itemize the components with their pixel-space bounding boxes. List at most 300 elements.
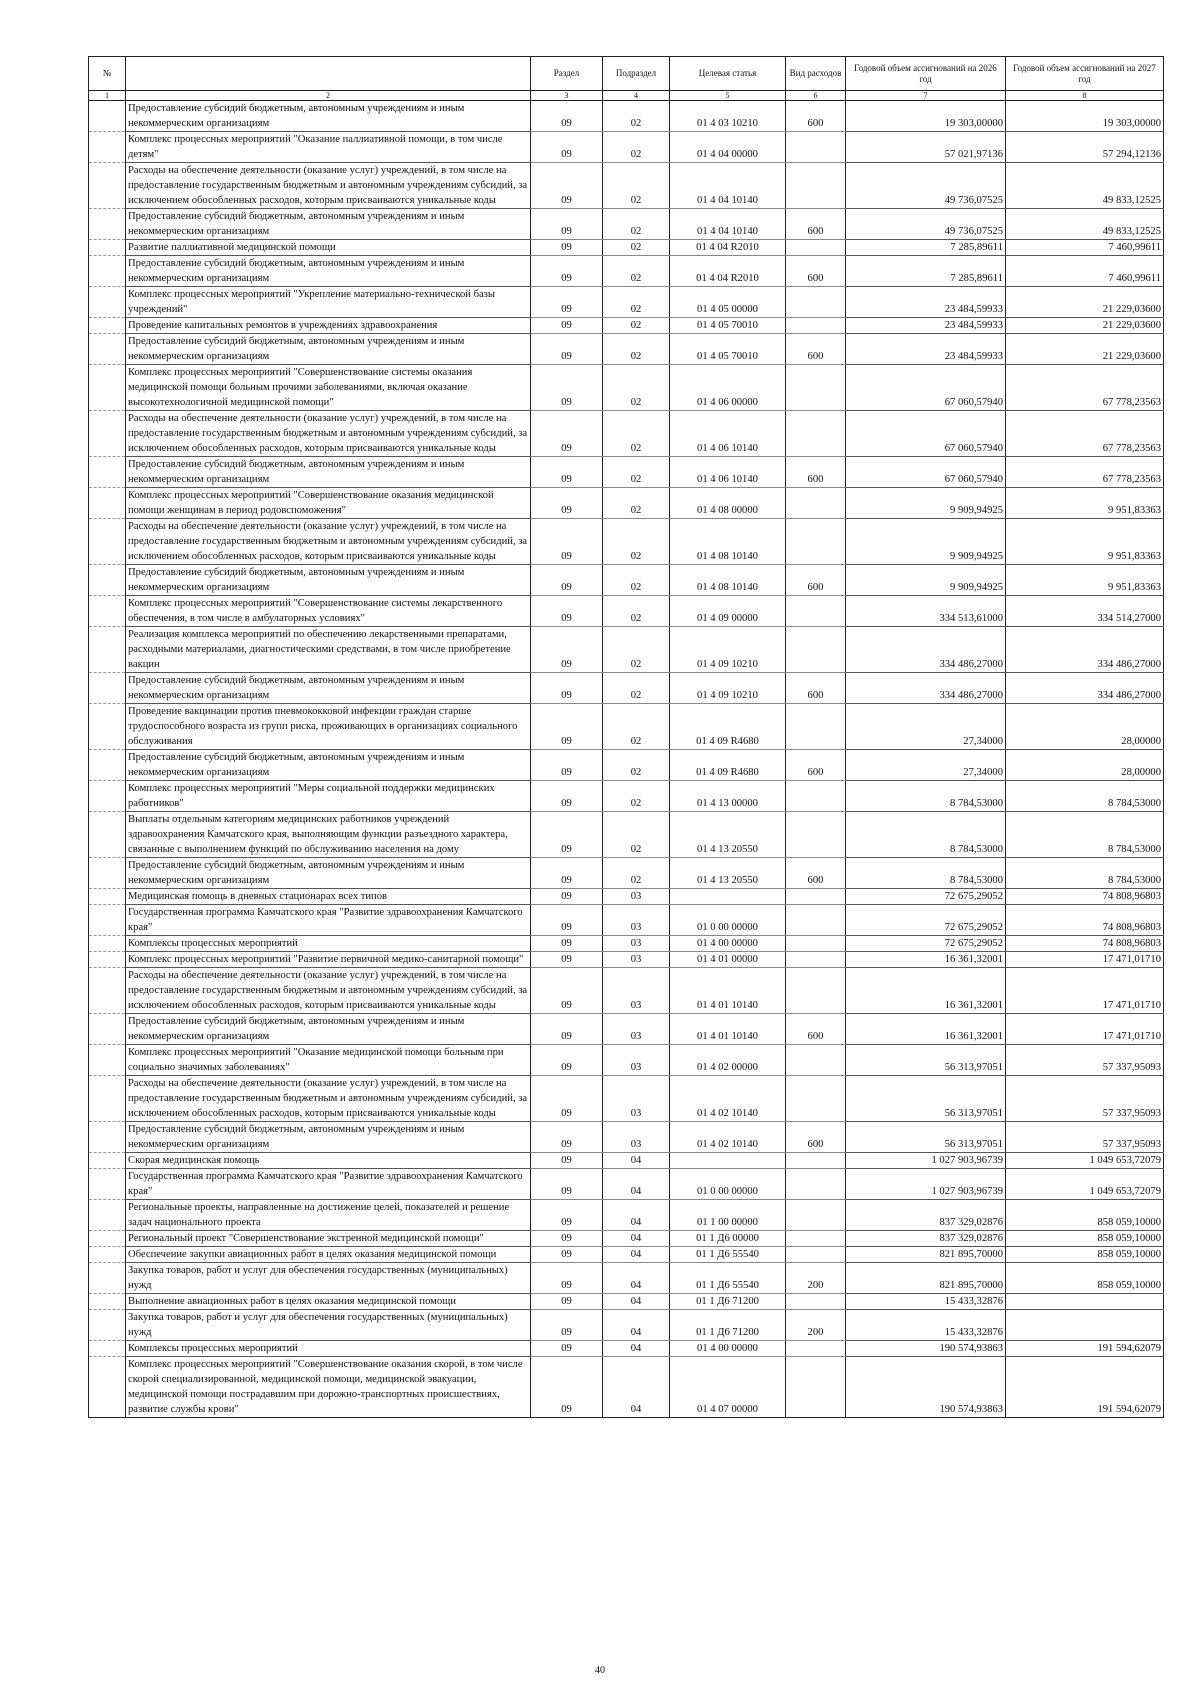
row-name: Комплекс процессных мероприятий "Совершенствование системы оказания медицинской помощи больным прочими заболеваниями, включая оказание высокотехнологичной медицинской помощи" — [126, 365, 531, 411]
row-amount-2027: 7 460,99611 — [1006, 240, 1164, 256]
row-amount-2026: 1 027 903,96739 — [846, 1153, 1006, 1169]
row-number-cell — [89, 334, 126, 365]
row-amount-2026: 15 433,32876 — [846, 1310, 1006, 1341]
row-amount-2026: 821 895,70000 — [846, 1263, 1006, 1294]
row-podrazdel: 02 — [603, 673, 670, 704]
row-amount-2026: 334 486,27000 — [846, 627, 1006, 673]
row-name: Проведение капитальных ремонтов в учреждениях здравоохранения — [126, 318, 531, 334]
table-row — [89, 750, 1164, 781]
row-amount-2027: 49 833,12525 — [1006, 209, 1164, 240]
row-expense-type — [786, 365, 846, 411]
row-expense-type: 600 — [786, 334, 846, 365]
row-razdel: 09 — [531, 627, 603, 673]
table-row — [89, 240, 1164, 256]
row-podrazdel: 04 — [603, 1294, 670, 1310]
row-name: Обеспечение закупки авиационных работ в целях оказания медицинской помощи — [126, 1247, 531, 1263]
table-row — [89, 1357, 1164, 1418]
row-number-cell — [89, 889, 126, 905]
row-number-cell — [89, 209, 126, 240]
row-podrazdel: 04 — [603, 1341, 670, 1357]
row-number-cell — [89, 1045, 126, 1076]
row-expense-type — [786, 1231, 846, 1247]
row-podrazdel: 03 — [603, 1045, 670, 1076]
row-expense-type: 600 — [786, 673, 846, 704]
row-razdel: 09 — [531, 704, 603, 750]
row-amount-2027: 334 486,27000 — [1006, 627, 1164, 673]
row-target-article: 01 4 09 R4680 — [670, 750, 786, 781]
row-amount-2027: 858 059,10000 — [1006, 1231, 1164, 1247]
row-target-article: 01 4 07 00000 — [670, 1357, 786, 1418]
row-amount-2026: 1 027 903,96739 — [846, 1169, 1006, 1200]
row-amount-2027: 67 778,23563 — [1006, 457, 1164, 488]
row-razdel: 09 — [531, 673, 603, 704]
row-amount-2026: 67 060,57940 — [846, 457, 1006, 488]
row-amount-2026: 57 021,97136 — [846, 132, 1006, 163]
table-row — [89, 1014, 1164, 1045]
row-podrazdel: 03 — [603, 968, 670, 1014]
row-expense-type — [786, 1341, 846, 1357]
row-number-cell — [89, 1014, 126, 1045]
row-podrazdel: 02 — [603, 565, 670, 596]
row-name: Региональный проект "Совершенствование экстренной медицинской помощи" — [126, 1231, 531, 1247]
row-razdel: 09 — [531, 750, 603, 781]
row-number-cell — [89, 936, 126, 952]
row-expense-type — [786, 627, 846, 673]
row-target-article: 01 4 00 00000 — [670, 1341, 786, 1357]
row-target-article: 01 4 03 10210 — [670, 101, 786, 132]
row-target-article: 01 4 01 00000 — [670, 952, 786, 968]
table-row — [89, 365, 1164, 411]
row-name: Предоставление субсидий бюджетным, автономным учреждениям и иным некоммерческим организациям — [126, 1122, 531, 1153]
table-row — [89, 627, 1164, 673]
row-razdel: 09 — [531, 1231, 603, 1247]
row-number-cell — [89, 750, 126, 781]
row-target-article: 01 4 08 10140 — [670, 565, 786, 596]
row-target-article: 01 4 06 00000 — [670, 365, 786, 411]
row-podrazdel: 02 — [603, 163, 670, 209]
row-amount-2027: 334 514,27000 — [1006, 596, 1164, 627]
row-amount-2026: 16 361,32001 — [846, 952, 1006, 968]
row-amount-2027: 21 229,03600 — [1006, 287, 1164, 318]
row-expense-type — [786, 889, 846, 905]
row-number-cell — [89, 565, 126, 596]
row-name: Выполнение авиационных работ в целях оказания медицинской помощи — [126, 1294, 531, 1310]
row-number-cell — [89, 1200, 126, 1231]
row-amount-2027: 28,00000 — [1006, 704, 1164, 750]
row-target-article — [670, 1153, 786, 1169]
row-amount-2026: 8 784,53000 — [846, 781, 1006, 812]
row-number-cell — [89, 952, 126, 968]
row-expense-type — [786, 163, 846, 209]
row-podrazdel: 03 — [603, 1014, 670, 1045]
row-number-cell — [89, 596, 126, 627]
row-amount-2026: 9 909,94925 — [846, 488, 1006, 519]
row-amount-2026: 27,34000 — [846, 750, 1006, 781]
row-expense-type — [786, 318, 846, 334]
row-expense-type: 600 — [786, 565, 846, 596]
row-name: Предоставление субсидий бюджетным, автономным учреждениям и иным некоммерческим организациям — [126, 101, 531, 132]
column-number: 4 — [603, 91, 670, 101]
row-amount-2027: 1 049 653,72079 — [1006, 1153, 1164, 1169]
row-target-article: 01 4 09 10210 — [670, 627, 786, 673]
row-razdel: 09 — [531, 565, 603, 596]
table-row — [89, 812, 1164, 858]
row-razdel: 09 — [531, 519, 603, 565]
row-name: Предоставление субсидий бюджетным, автономным учреждениям и иным некоммерческим организациям — [126, 457, 531, 488]
row-name: Предоставление субсидий бюджетным, автономным учреждениям и иным некоммерческим организациям — [126, 858, 531, 889]
table-row — [89, 565, 1164, 596]
row-amount-2026: 72 675,29052 — [846, 905, 1006, 936]
row-expense-type — [786, 596, 846, 627]
row-name: Проведение вакцинации против пневмококковой инфекции граждан старше трудоспособного возраста из групп риска, проживающих в организациях социального обслуживания — [126, 704, 531, 750]
row-amount-2026: 821 895,70000 — [846, 1247, 1006, 1263]
row-expense-type — [786, 704, 846, 750]
row-name: Закупка товаров, работ и услуг для обеспечения государственных (муниципальных) нужд — [126, 1310, 531, 1341]
row-amount-2027: 74 808,96803 — [1006, 936, 1164, 952]
row-amount-2027: 9 951,83363 — [1006, 488, 1164, 519]
row-name: Закупка товаров, работ и услуг для обеспечения государственных (муниципальных) нужд — [126, 1263, 531, 1294]
row-razdel: 09 — [531, 163, 603, 209]
row-amount-2026: 19 303,00000 — [846, 101, 1006, 132]
row-podrazdel: 02 — [603, 750, 670, 781]
row-name: Комплексы процессных мероприятий — [126, 936, 531, 952]
row-razdel: 09 — [531, 411, 603, 457]
row-name: Скорая медицинская помощь — [126, 1153, 531, 1169]
row-number-cell — [89, 1310, 126, 1341]
row-amount-2026: 15 433,32876 — [846, 1294, 1006, 1310]
row-target-article: 01 4 05 70010 — [670, 334, 786, 365]
row-target-article: 01 0 00 00000 — [670, 905, 786, 936]
row-expense-type — [786, 519, 846, 565]
row-razdel: 09 — [531, 1153, 603, 1169]
row-number-cell — [89, 132, 126, 163]
row-expense-type: 600 — [786, 1014, 846, 1045]
row-podrazdel: 03 — [603, 905, 670, 936]
row-podrazdel: 02 — [603, 365, 670, 411]
row-number-cell — [89, 968, 126, 1014]
row-podrazdel: 02 — [603, 334, 670, 365]
row-name: Комплекс процессных мероприятий "Укрепление материально-технической базы учреждений" — [126, 287, 531, 318]
row-expense-type: 600 — [786, 101, 846, 132]
row-target-article: 01 1 Д6 71200 — [670, 1310, 786, 1341]
table-row — [89, 704, 1164, 750]
row-number-cell — [89, 1341, 126, 1357]
row-name: Комплекс процессных мероприятий "Совершенствование системы лекарственного обеспечения, в том числе в амбулаторных условиях" — [126, 596, 531, 627]
row-expense-type — [786, 1200, 846, 1231]
row-razdel: 09 — [531, 1263, 603, 1294]
table-row — [89, 411, 1164, 457]
row-podrazdel: 02 — [603, 256, 670, 287]
row-expense-type: 200 — [786, 1263, 846, 1294]
table-row — [89, 256, 1164, 287]
row-number-cell — [89, 627, 126, 673]
row-razdel: 09 — [531, 1310, 603, 1341]
row-number-cell — [89, 1169, 126, 1200]
row-expense-type — [786, 411, 846, 457]
row-target-article: 01 4 01 10140 — [670, 968, 786, 1014]
row-amount-2026: 56 313,97051 — [846, 1076, 1006, 1122]
column-number: 1 — [89, 91, 126, 101]
row-amount-2026: 837 329,02876 — [846, 1231, 1006, 1247]
row-amount-2027 — [1006, 1310, 1164, 1341]
table-row — [89, 287, 1164, 318]
row-podrazdel: 04 — [603, 1310, 670, 1341]
row-name: Предоставление субсидий бюджетным, автономным учреждениям и иным некоммерческим организациям — [126, 565, 531, 596]
header-year-2026: Годовой объем ассигнований на 2026 год — [846, 57, 1006, 91]
row-amount-2027: 17 471,01710 — [1006, 1014, 1164, 1045]
row-number-cell — [89, 704, 126, 750]
row-name: Реализация комплекса мероприятий по обеспечению лекарственными препаратами, расходными материалами, диагностическими средствами, в том числе приобретение вакцин — [126, 627, 531, 673]
table-row — [89, 1263, 1164, 1294]
row-razdel: 09 — [531, 1122, 603, 1153]
row-amount-2027: 74 808,96803 — [1006, 889, 1164, 905]
row-expense-type: 600 — [786, 457, 846, 488]
row-razdel: 09 — [531, 905, 603, 936]
header-expense-type: Вид расходов — [786, 57, 846, 91]
row-amount-2026: 72 675,29052 — [846, 936, 1006, 952]
row-razdel: 09 — [531, 858, 603, 889]
row-amount-2027: 191 594,62079 — [1006, 1341, 1164, 1357]
table-row — [89, 1310, 1164, 1341]
row-podrazdel: 02 — [603, 287, 670, 318]
row-razdel: 09 — [531, 240, 603, 256]
row-expense-type — [786, 781, 846, 812]
row-amount-2026: 8 784,53000 — [846, 812, 1006, 858]
row-number-cell — [89, 1076, 126, 1122]
row-number-cell — [89, 1122, 126, 1153]
row-number-cell — [89, 488, 126, 519]
row-target-article: 01 1 Д6 55540 — [670, 1247, 786, 1263]
row-podrazdel: 03 — [603, 1076, 670, 1122]
row-razdel: 09 — [531, 132, 603, 163]
row-podrazdel: 02 — [603, 812, 670, 858]
row-target-article — [670, 889, 786, 905]
table-row — [89, 596, 1164, 627]
row-amount-2026: 190 574,93863 — [846, 1341, 1006, 1357]
row-number-cell — [89, 858, 126, 889]
row-podrazdel: 02 — [603, 132, 670, 163]
row-podrazdel: 02 — [603, 627, 670, 673]
row-podrazdel: 02 — [603, 240, 670, 256]
row-target-article: 01 4 04 10140 — [670, 163, 786, 209]
row-razdel: 09 — [531, 1045, 603, 1076]
table-row — [89, 936, 1164, 952]
row-target-article: 01 4 01 10140 — [670, 1014, 786, 1045]
header-razdel: Раздел — [531, 57, 603, 91]
row-amount-2026: 56 313,97051 — [846, 1045, 1006, 1076]
row-number-cell — [89, 1231, 126, 1247]
row-number-cell — [89, 287, 126, 318]
row-name: Предоставление субсидий бюджетным, автономным учреждениям и иным некоммерческим организациям — [126, 334, 531, 365]
row-amount-2026: 8 784,53000 — [846, 858, 1006, 889]
row-amount-2027: 8 784,53000 — [1006, 858, 1164, 889]
row-razdel: 09 — [531, 334, 603, 365]
column-number: 3 — [531, 91, 603, 101]
row-podrazdel: 02 — [603, 457, 670, 488]
row-amount-2026: 23 484,59933 — [846, 287, 1006, 318]
row-podrazdel: 03 — [603, 936, 670, 952]
row-name: Расходы на обеспечение деятельности (оказание услуг) учреждений, в том числе на предоставление государственным бюджетным и автономным учреждениям субсидий, за исключением обособленных расходов, которым присваиваются уникальные коды — [126, 519, 531, 565]
row-amount-2026: 56 313,97051 — [846, 1122, 1006, 1153]
row-podrazdel: 04 — [603, 1263, 670, 1294]
row-amount-2027: 57 294,12136 — [1006, 132, 1164, 163]
column-number: 6 — [786, 91, 846, 101]
row-name: Комплекс процессных мероприятий "Оказание медицинской помощи больным при социально значимых заболеваниях" — [126, 1045, 531, 1076]
row-amount-2026: 16 361,32001 — [846, 968, 1006, 1014]
row-target-article: 01 4 06 10140 — [670, 457, 786, 488]
row-amount-2027: 49 833,12525 — [1006, 163, 1164, 209]
row-razdel: 09 — [531, 488, 603, 519]
row-amount-2026: 72 675,29052 — [846, 889, 1006, 905]
row-target-article: 01 4 06 10140 — [670, 411, 786, 457]
row-target-article: 01 4 09 10210 — [670, 673, 786, 704]
row-podrazdel: 04 — [603, 1247, 670, 1263]
row-number-cell — [89, 163, 126, 209]
row-amount-2027: 57 337,95093 — [1006, 1076, 1164, 1122]
column-number-row — [89, 91, 1164, 101]
table-row — [89, 1045, 1164, 1076]
row-name: Развитие паллиативной медицинской помощи — [126, 240, 531, 256]
row-amount-2027: 8 784,53000 — [1006, 781, 1164, 812]
row-target-article: 01 0 00 00000 — [670, 1169, 786, 1200]
row-podrazdel: 02 — [603, 781, 670, 812]
row-podrazdel: 02 — [603, 411, 670, 457]
column-number: 2 — [126, 91, 531, 101]
row-amount-2027: 8 784,53000 — [1006, 812, 1164, 858]
table-row — [89, 132, 1164, 163]
row-number-cell — [89, 256, 126, 287]
row-expense-type: 600 — [786, 1122, 846, 1153]
row-podrazdel: 02 — [603, 858, 670, 889]
table-body — [89, 101, 1164, 1418]
table-row — [89, 209, 1164, 240]
row-razdel: 09 — [531, 952, 603, 968]
row-target-article: 01 1 Д6 55540 — [670, 1263, 786, 1294]
table-row — [89, 488, 1164, 519]
row-name: Предоставление субсидий бюджетным, автономным учреждениям и иным некоммерческим организациям — [126, 673, 531, 704]
table-row — [89, 952, 1164, 968]
row-target-article: 01 4 09 R4680 — [670, 704, 786, 750]
row-expense-type — [786, 812, 846, 858]
row-name: Комплекс процессных мероприятий "Оказание паллиативной помощи, в том числе детям" — [126, 132, 531, 163]
row-razdel: 09 — [531, 1200, 603, 1231]
row-number-cell — [89, 101, 126, 132]
row-podrazdel: 02 — [603, 596, 670, 627]
table-row — [89, 1076, 1164, 1122]
row-name: Расходы на обеспечение деятельности (оказание услуг) учреждений, в том числе на предоставление государственным бюджетным и автономным учреждениям субсидий, за исключением обособленных расходов, которым присваиваются уникальные коды — [126, 411, 531, 457]
row-amount-2027: 67 778,23563 — [1006, 365, 1164, 411]
table-row — [89, 1247, 1164, 1263]
header-target-article: Целевая статья — [670, 57, 786, 91]
row-amount-2026: 837 329,02876 — [846, 1200, 1006, 1231]
row-name: Медицинская помощь в дневных стационарах всех типов — [126, 889, 531, 905]
row-expense-type — [786, 905, 846, 936]
row-amount-2026: 67 060,57940 — [846, 411, 1006, 457]
row-amount-2026: 49 736,07525 — [846, 163, 1006, 209]
row-razdel: 09 — [531, 1014, 603, 1045]
row-expense-type — [786, 1045, 846, 1076]
table-row — [89, 858, 1164, 889]
row-target-article: 01 4 02 10140 — [670, 1076, 786, 1122]
row-number-cell — [89, 1294, 126, 1310]
row-amount-2027: 57 337,95093 — [1006, 1122, 1164, 1153]
table-row — [89, 163, 1164, 209]
table-row — [89, 673, 1164, 704]
page-number: 40 — [595, 1665, 605, 1676]
row-number-cell — [89, 457, 126, 488]
row-amount-2027: 858 059,10000 — [1006, 1263, 1164, 1294]
row-amount-2026: 9 909,94925 — [846, 519, 1006, 565]
row-number-cell — [89, 812, 126, 858]
row-number-cell — [89, 240, 126, 256]
row-number-cell — [89, 1357, 126, 1418]
row-expense-type — [786, 1357, 846, 1418]
row-target-article: 01 4 02 00000 — [670, 1045, 786, 1076]
row-podrazdel: 02 — [603, 101, 670, 132]
row-razdel: 09 — [531, 936, 603, 952]
budget-table-sheet — [88, 56, 1163, 1418]
row-number-cell — [89, 1153, 126, 1169]
row-target-article: 01 4 13 20550 — [670, 812, 786, 858]
row-amount-2027: 74 808,96803 — [1006, 905, 1164, 936]
row-target-article: 01 4 04 00000 — [670, 132, 786, 163]
row-expense-type — [786, 968, 846, 1014]
row-podrazdel: 02 — [603, 519, 670, 565]
row-name: Расходы на обеспечение деятельности (оказание услуг) учреждений, в том числе на предоставление государственным бюджетным и автономным учреждениям субсидий, за исключением обособленных расходов, которым присваиваются уникальные коды — [126, 1076, 531, 1122]
row-number-cell — [89, 411, 126, 457]
row-razdel: 09 — [531, 209, 603, 240]
row-target-article: 01 1 00 00000 — [670, 1200, 786, 1231]
table-row — [89, 905, 1164, 936]
row-target-article: 01 4 02 10140 — [670, 1122, 786, 1153]
table-row — [89, 968, 1164, 1014]
table-row — [89, 1231, 1164, 1247]
row-number-cell — [89, 905, 126, 936]
row-razdel: 09 — [531, 318, 603, 334]
row-target-article: 01 4 05 00000 — [670, 287, 786, 318]
row-target-article: 01 4 04 R2010 — [670, 256, 786, 287]
row-name: Комплекс процессных мероприятий "Совершенствование оказания медицинской помощи женщинам в период родовспоможения" — [126, 488, 531, 519]
row-razdel: 09 — [531, 1247, 603, 1263]
row-amount-2027: 17 471,01710 — [1006, 952, 1164, 968]
row-expense-type — [786, 1169, 846, 1200]
row-target-article: 01 4 04 R2010 — [670, 240, 786, 256]
header-number: № — [89, 57, 126, 91]
row-number-cell — [89, 673, 126, 704]
row-expense-type — [786, 1294, 846, 1310]
column-number: 7 — [846, 91, 1006, 101]
row-amount-2027: 57 337,95093 — [1006, 1045, 1164, 1076]
row-amount-2026: 334 513,61000 — [846, 596, 1006, 627]
row-razdel: 09 — [531, 256, 603, 287]
row-amount-2026: 27,34000 — [846, 704, 1006, 750]
row-razdel: 09 — [531, 1169, 603, 1200]
row-amount-2027: 191 594,62079 — [1006, 1357, 1164, 1418]
row-name: Комплексы процессных мероприятий — [126, 1341, 531, 1357]
row-target-article: 01 4 09 00000 — [670, 596, 786, 627]
row-amount-2027: 21 229,03600 — [1006, 318, 1164, 334]
row-razdel: 09 — [531, 781, 603, 812]
row-podrazdel: 02 — [603, 318, 670, 334]
row-name: Комплекс процессных мероприятий "Совершенствование оказания скорой, в том числе скорой специализированной, медицинской помощи, медицинской эвакуации, медицинской помощи пострадавшим при дорожно-транспортных происшествиях, развитие службы крови" — [126, 1357, 531, 1418]
table-row — [89, 889, 1164, 905]
row-amount-2026: 9 909,94925 — [846, 565, 1006, 596]
row-razdel: 09 — [531, 1294, 603, 1310]
row-amount-2027 — [1006, 1294, 1164, 1310]
row-razdel: 09 — [531, 812, 603, 858]
row-target-article: 01 4 13 20550 — [670, 858, 786, 889]
row-razdel: 09 — [531, 1341, 603, 1357]
